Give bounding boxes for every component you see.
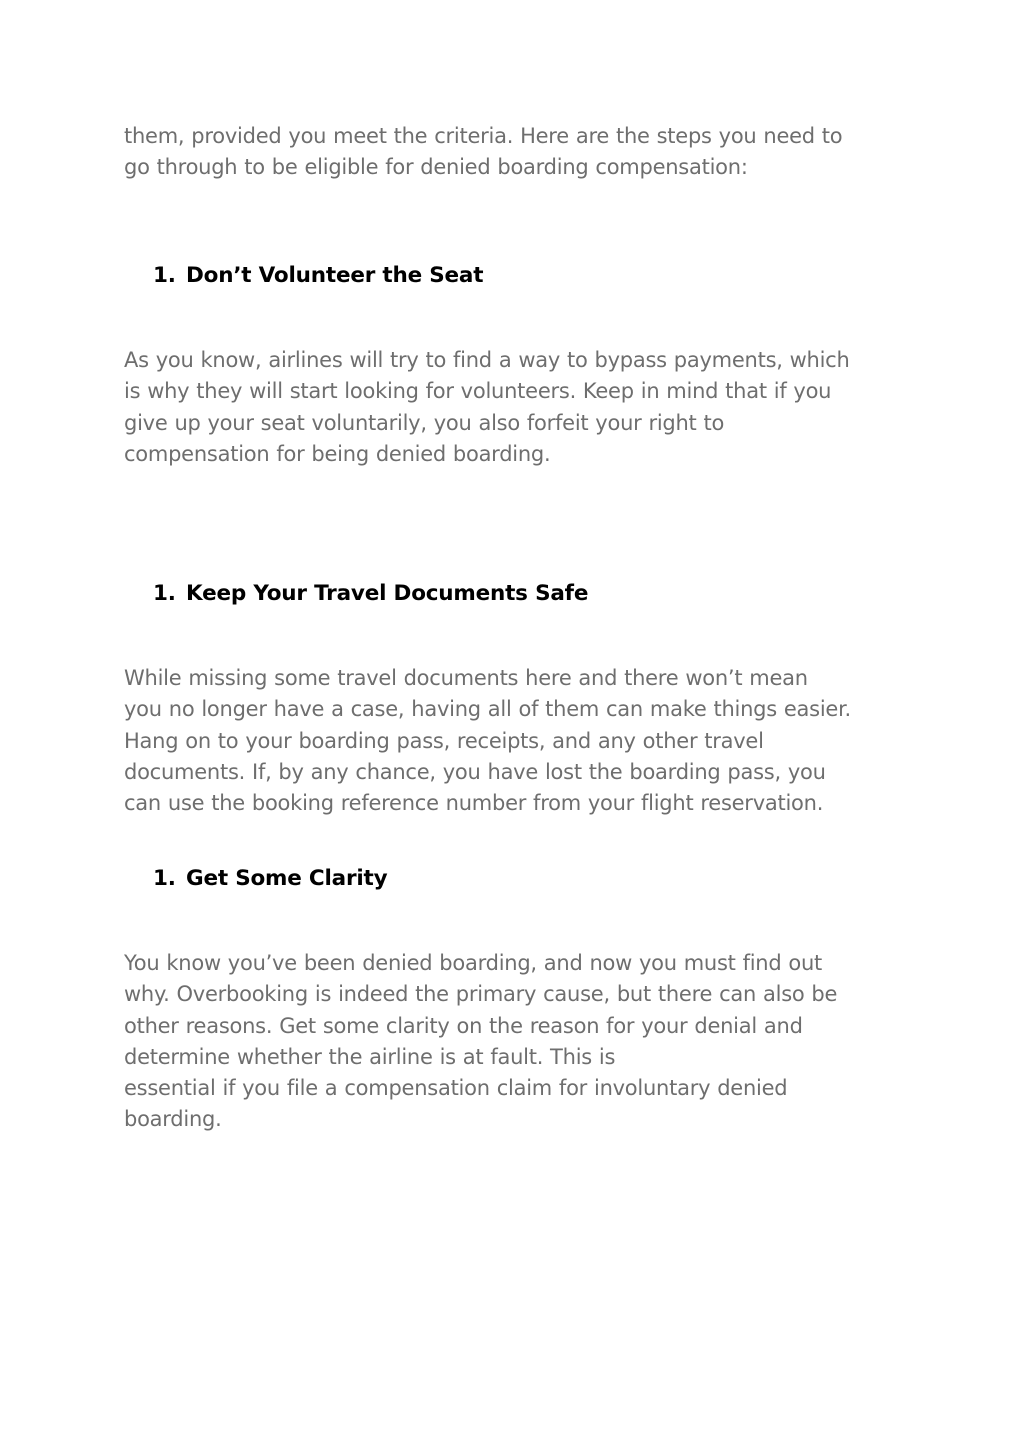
text-line: Hang on to your boarding pass, receipts, and any other travel xyxy=(124,728,764,753)
section-heading-travel-documents xyxy=(153,578,588,609)
text-line: go through to be eligible for denied boarding compensation: xyxy=(124,155,748,180)
text-line: compensation for being denied boarding. xyxy=(124,441,551,466)
text-line: them, provided you meet the criteria. Here are the steps you need to xyxy=(124,124,843,148)
text-line: You know you’ve been denied boarding, and now you must find out xyxy=(124,951,823,975)
list-number: 1. xyxy=(153,581,176,606)
section-heading-dont-volunteer xyxy=(153,260,483,291)
section-title: Keep Your Travel Documents Safe xyxy=(186,581,589,606)
section-heading-get-clarity xyxy=(153,863,387,894)
section-paragraph-dont-volunteer xyxy=(124,345,904,470)
text-line: other reasons. Get some clarity on the reason for your denial and xyxy=(124,1013,803,1038)
text-line: you no longer have a case, having all of them can make things easier. xyxy=(124,697,851,722)
text-line: can use the booking reference number from your flight reservation. xyxy=(124,791,824,816)
text-line: is why they will start looking for volunteers. Keep in mind that if you xyxy=(124,379,832,404)
text-line: documents. If, by any chance, you have lost the boarding pass, you xyxy=(124,759,826,784)
text-line: essential if you file a compensation claim for involuntary denied xyxy=(124,1076,788,1101)
intro-paragraph xyxy=(124,121,904,184)
section-paragraph-travel-documents xyxy=(124,663,904,819)
text-line: give up your seat voluntarily, you also forfeit your right to xyxy=(124,410,725,435)
text-line: boarding. xyxy=(124,1107,222,1132)
text-line: As you know, airlines will try to find a way to bypass payments, which xyxy=(124,348,850,372)
list-number: 1. xyxy=(153,866,176,891)
section-title: Don’t Volunteer the Seat xyxy=(186,263,484,288)
text-line: While missing some travel documents here and there won’t mean xyxy=(124,666,808,690)
list-number: 1. xyxy=(153,263,176,288)
text-line: determine whether the airline is at fault. This is xyxy=(124,1044,616,1069)
text-line: why. Overbooking is indeed the primary cause, but there can also be xyxy=(124,982,838,1007)
section-paragraph-get-clarity xyxy=(124,948,904,1136)
section-title: Get Some Clarity xyxy=(186,866,388,891)
